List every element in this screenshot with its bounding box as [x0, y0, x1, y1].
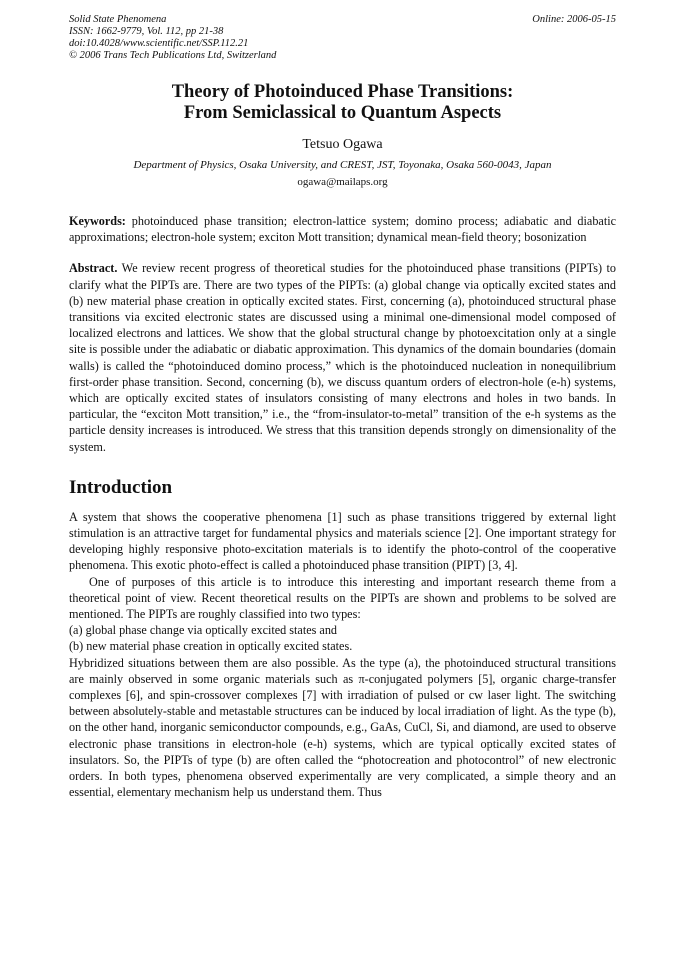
- intro-paragraph-3: Hybridized situations between them are also possible. As the type (a), the photoinduced structural transitions are mainly observed in some organic materials such as π-conjugated polymers [5], organic charge-transfer complexes [6], and spin-crossover complexes [7] with irradiation of pulsed or cw laser light. The switching between absolutely-stable and metastable structures can be induced by local irradiation of light. As the type (b), on the other hand, inorganic semiconductor compounds, e.g., GaAs, CuCl, Si, and diamond, are used to observe electronic phase transitions in electron-hole (e-h) systems, which are typical optically excited states of insulators. So, the PIPTs of type (b) are often called the “photocreation and photocontrol” of new electronic orders. In both types, phenomena observed experimentally are very complicated, a simple theory and an essential, elementary mechanism help us understand them. Thus: [69, 655, 616, 800]
- abstract-block: [69, 260, 616, 454]
- paper-title: [69, 82, 616, 124]
- intro-list-item-b: (b) new material phase creation in optically excited states.: [69, 639, 353, 654]
- title-line-1: Theory of Photoinduced Phase Transitions:: [171, 82, 514, 102]
- keywords-text: photoinduced phase transition; electron-lattice system; domino process; adiabatic and diabatic approximations; electron-hole system; exciton Mott transition; dynamical mean-field theory; bosonization: [69, 214, 617, 245]
- introduction-body: [69, 509, 616, 801]
- journal-name: Solid State Phenomena: [69, 14, 167, 25]
- journal-info: [69, 14, 276, 62]
- abstract-text: We review recent progress of theoretical studies for the photoinduced phase transitions (PIPTs) to clarify what the PIPTs are. There are two types of the PIPTs: (a) global change via optically excited states and (b) new material phase creation in optically excited states. First, concerning (a), photoinduced structural phase transitions via excited electronic states are discussed using a minimal one-dimensional model composed of localized electrons and lattices. We show that the global structural change by photoexcitation only at a single site is possible under the adiabatic or diabatic approximation. This dynamics of the domain boundaries (domain walls) is called the “photoinduced domino process,” which is the photoinduced nucleation in nonequilibrium first-order phase transition. Second, concerning (b), we discuss quantum orders of electron-hole (e-h) systems, which are optically excited states of insulators consisting of many electrons and holes in two bands. In particular, the “exciton Mott transition,” i.e., the “from-insulator-to-metal” transition of the e-h systems as the particle density increases is introduced. We stress that this transition depends strongly on dimensionality of the system.: [69, 261, 617, 454]
- section-heading-introduction: Introduction: [69, 476, 173, 498]
- journal-issn: ISSN: 1662-9779, Vol. 112, pp 21-38: [69, 26, 224, 37]
- intro-list-item-a: (a) global phase change via optically excited states and: [69, 623, 338, 638]
- keywords-label: Keywords:: [69, 214, 126, 228]
- intro-paragraph-2: One of purposes of this article is to introduce this interesting and important research theme from a theoretical point of view. Recent theoretical results on the PIPTs are shown and problems to be solved are mentioned. The PIPTs are roughly classified into two types:: [69, 574, 616, 622]
- author-affiliation: Department of Physics, Osaka University, and CREST, JST, Toyonaka, Osaka 560-0043, Japan: [133, 159, 552, 171]
- intro-paragraph-1: A system that shows the cooperative phenomena [1] such as phase transitions triggered by external light stimulation is an attractive target for fundamental physics and materials science [2]. One important strategy for developing highly responsive photo-excitation materials is to identify the photo-control of the cooperative phenomena. This exotic photo-effect is called a photoinduced phase transition (PIPT) [3, 4].: [69, 509, 616, 573]
- abstract-label: Abstract.: [69, 261, 118, 276]
- journal-doi: doi:10.4028/www.scientific.net/SSP.112.21: [69, 38, 249, 49]
- title-line-2: From Semiclassical to Quantum Aspects: [183, 103, 502, 123]
- keywords-block: [69, 213, 616, 245]
- journal-copyright: © 2006 Trans Tech Publications Ltd, Switzerland: [69, 50, 277, 61]
- author-email: ogawa@mailaps.org: [297, 176, 388, 188]
- author-name: Tetsuo Ogawa: [302, 137, 383, 152]
- journal-header: [69, 14, 616, 62]
- online-date: Online: 2006-05-15: [532, 14, 616, 25]
